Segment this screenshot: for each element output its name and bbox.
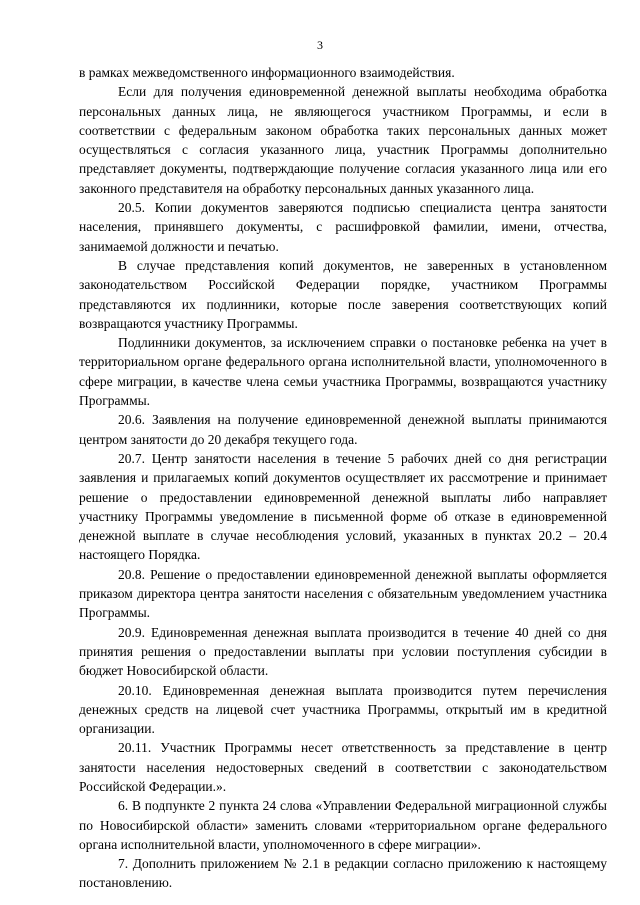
- paragraph: 20.6. Заявления на получение единовременной денежной выплаты принимаются центром занятости до 20 декабря текущего года.: [79, 412, 607, 447]
- document-body: [79, 63, 607, 893]
- paragraph: 7. Дополнить приложением № 2.1 в редакции согласно приложению к настоящему постановлению.: [79, 856, 607, 891]
- paragraph: 6. В подпункте 2 пункта 24 слова «Управлении Федеральной миграционной службы по Новосибирской области» заменить словами «территориальном органе федерального органа исполнительной власти, уполномоченного в сфере миграции».: [79, 798, 607, 852]
- paragraph: в рамках межведомственного информационного взаимодействия.: [79, 65, 455, 80]
- paragraph: 20.9. Единовременная денежная выплата производится в течение 40 дней со дня принятия решения о предоставлении выплаты при условии поступления субсидии в бюджет Новосибирской области.: [79, 624, 607, 679]
- paragraph: Если для получения единовременной денежной выплаты необходима обработка персональных данных лица, не являющегося участником Программы, и если в соответствии с федеральным законом обработка таких персональных данных может осуществляться с согласия указанного лица, участник Программы дополнительно представляет документы, подтверждающие получение согласия указанного лица или его законного представителя на обработку персональных данных указанного лица.: [79, 84, 607, 196]
- page-number: 3: [317, 38, 323, 52]
- paragraph: Подлинники документов, за исключением справки о постановке ребенка на учет в территориальном органе федерального органа исполнительной власти, уполномоченного в сфере миграции, в качестве члена семьи участника Программы, возвращаются участнику Программы.: [79, 335, 607, 409]
- paragraph: В случае представления копий документов, не заверенных в установленном законодательством Российской Федерации порядке, участником Программы представляются их подлинники, которые после заверения соответствующих копий возвращаются участнику Программы.: [79, 257, 607, 331]
- paragraph: 20.5. Копии документов заверяются подписью специалиста центра занятости населения, принявшего документы, с расшифровкой фамилии, имени, отчества, занимаемой должности и печатью.: [79, 200, 607, 254]
- paragraph: 20.10. Единовременная денежная выплата производится путем перечисления денежных средств на лицевой счет участника Программы, открытый им в кредитной организации.: [79, 682, 607, 737]
- paragraph: 20.8. Решение о предоставлении единовременной денежной выплаты оформляется приказом директора центра занятости населения с обязательным уведомлением участника Программы.: [79, 566, 607, 621]
- paragraph: 20.7. Центр занятости населения в течение 5 рабочих дней со дня регистрации заявления и прилагаемых копий документов осуществляет их рассмотрение и принимает решение о предоставлении единовременной денежной выплаты либо направляет участнику Программы уведомление в письменной форме об отказе в единовременной денежной выплате в случае несоблюдения условий, указанных в пунктах 20.2 – 20.4 настоящего Порядка.: [79, 450, 607, 563]
- paragraph: 20.11. Участник Программы несет ответственность за представление в центр занятости населения недостоверных сведений в соответствии с законодательством Российской Федерации.».: [79, 740, 607, 794]
